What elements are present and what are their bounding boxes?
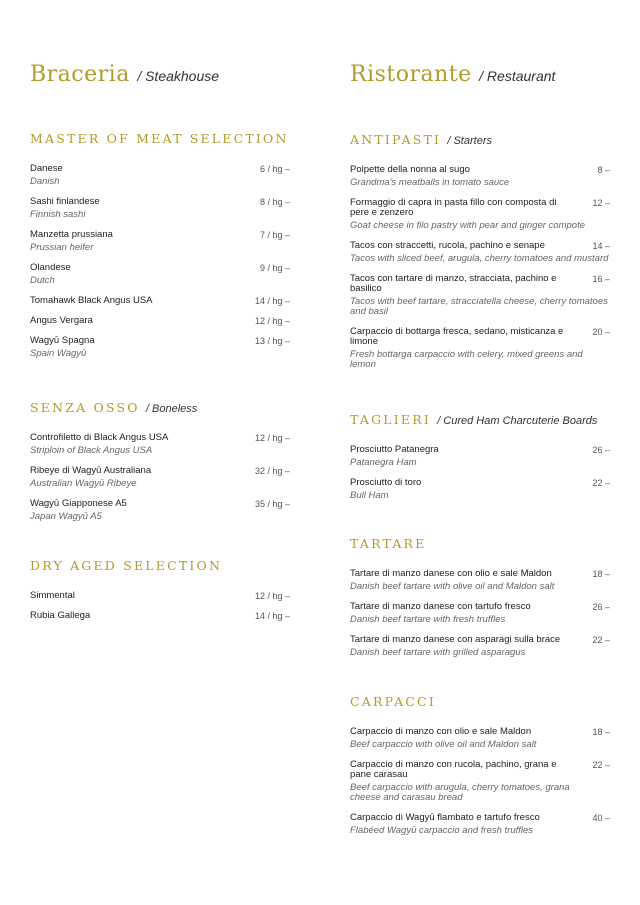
item-name: Wagyū Giapponese A5 (30, 498, 127, 509)
item-price: 40 – (592, 813, 610, 823)
item-name: Tartare di manzo danese con tartufo fresco (350, 601, 531, 612)
item-price: 32 / hg – (254, 466, 290, 476)
item-translation: Beef carpaccio with arugula, cherry tomatoes, grana cheese and carasau bread (350, 782, 570, 803)
menu-item (350, 327, 610, 370)
item-translation: Dutch (30, 275, 55, 286)
menu-item (350, 478, 610, 501)
item-translation: Danish beef tartare with grilled asparagus (350, 647, 526, 658)
menu-item (30, 336, 290, 359)
item-price: 18 – (592, 727, 610, 737)
menu-item (350, 813, 610, 836)
ristorante-title (350, 62, 555, 87)
item-price: 6 / hg – (259, 164, 290, 174)
menu-item (350, 760, 610, 803)
item-price: 7 / hg – (259, 230, 290, 240)
item-translation: Goat cheese in filo pastry with pear and ginger compote (350, 220, 585, 231)
menu-item (30, 197, 290, 220)
item-translation: Tacos with sliced beef, arugula, cherry tomatoes and mustard (350, 253, 609, 264)
section-heading-sub: / Starters (447, 135, 492, 147)
item-translation: Striploin of Black Angus USA (30, 445, 153, 456)
item-name: Angus Vergara (30, 315, 93, 326)
item-price: 18 – (592, 569, 610, 579)
item-name: Polpette della nonna al sugo (350, 164, 470, 175)
section-taglieri (350, 412, 610, 511)
item-price: 26 – (592, 602, 610, 612)
title-main: Braceria (30, 62, 130, 87)
item-translation: Fresh bottarga carpaccio with celery, mixed greens and lemon (350, 349, 583, 370)
item-translation: Finnish sashi (30, 209, 86, 220)
item-name: Tartare di manzo danese con asparagi sulla brace (350, 634, 561, 645)
section-heading (350, 536, 610, 551)
item-name: Danese (30, 163, 63, 174)
item-price: 9 / hg – (259, 263, 290, 273)
item-translation: Spain Wagyū (30, 348, 87, 359)
section-meat (30, 131, 290, 369)
item-translation: Prussian heifer (30, 242, 94, 253)
item-translation: Bull Ham (350, 490, 389, 501)
item-name: Formaggio di capra in pasta fillo con composta di pere e zenzero (350, 197, 557, 218)
section-carpacci (350, 694, 610, 846)
item-translation: Beef carpaccio with olive oil and Maldon salt (350, 739, 537, 750)
item-translation: Danish beef tartare with fresh truffles (350, 614, 506, 625)
section-heading-sub: / Boneless (145, 403, 198, 415)
section-heading (30, 400, 290, 415)
section-dry-aged (30, 558, 290, 631)
title-sub: / Steakhouse (137, 68, 220, 84)
item-translation: Danish beef tartare with olive oil and Maldon salt (350, 581, 555, 592)
menu-item (350, 445, 610, 468)
item-name: Tacos con tartare di manzo, stracciata, pachino e basilico (350, 273, 557, 294)
menu-item (350, 569, 610, 592)
item-price: 35 / hg – (254, 499, 290, 509)
section-heading-text: SENZA OSSO (30, 400, 140, 415)
menu-item (350, 635, 610, 658)
item-price: 8 / hg – (259, 197, 290, 207)
section-senza-osso (30, 400, 290, 532)
item-price: 22 – (592, 760, 610, 770)
item-name: Carpaccio di manzo con rucola, pachino, grana e pane carasau (350, 759, 557, 780)
menu-item (30, 296, 290, 306)
item-name: Prosciutto di toro (350, 477, 422, 488)
menu-item (350, 274, 610, 317)
item-price: 14 / hg – (254, 296, 290, 306)
section-heading (30, 131, 290, 146)
item-price: 20 – (592, 327, 610, 337)
menu-item (30, 316, 290, 326)
item-translation: Patanegra Ham (350, 457, 417, 468)
section-heading (350, 412, 610, 427)
section-heading-text: TAGLIERI (350, 412, 431, 427)
section-heading-text: ANTIPASTI (350, 132, 442, 147)
menu-item (350, 602, 610, 625)
item-price: 12 – (592, 198, 610, 208)
section-heading-sub: / Cured Ham Charcuterie Boards (437, 415, 598, 427)
item-name: Ribeye di Wagyū Australiana (30, 465, 152, 476)
menu-item (350, 727, 610, 750)
item-name: Carpaccio di Wagyū flambato e tartufo fresco (350, 812, 540, 823)
menu-item (350, 198, 610, 231)
menu-item (30, 433, 290, 456)
section-heading-text: CARPACCI (350, 694, 436, 709)
item-name: Tartare di manzo danese con olio e sale Maldon (350, 568, 552, 579)
section-tartare (350, 536, 610, 668)
section-antipasti (350, 132, 610, 380)
item-translation: Japan Wagyū A5 (30, 511, 102, 522)
item-price: 12 / hg – (254, 591, 290, 601)
item-translation: Flabéed Wagyū carpaccio and fresh truffles (350, 825, 534, 836)
title-main: Ristorante (350, 62, 472, 87)
menu-item (30, 591, 290, 601)
menu-item (30, 164, 290, 187)
item-price: 22 – (592, 635, 610, 645)
section-heading (350, 132, 610, 147)
menu-item (30, 499, 290, 522)
item-price: 14 / hg – (254, 611, 290, 621)
item-name: Tomahawk Black Angus USA (30, 295, 153, 306)
item-translation: Grandma's meatballs in tomato sauce (350, 177, 510, 188)
item-price: 8 – (597, 165, 610, 175)
menu-item (30, 263, 290, 286)
item-translation: Tacos with beef tartare, stracciatella cheese, cherry tomatoes and basil (350, 296, 608, 317)
item-translation: Danish (30, 176, 60, 187)
item-price: 14 – (592, 241, 610, 251)
menu-item (30, 466, 290, 489)
item-price: 16 – (592, 274, 610, 284)
menu-item (30, 611, 290, 621)
menu-item (350, 165, 610, 188)
braceria-title (30, 62, 219, 87)
title-sub: / Restaurant (479, 68, 556, 84)
item-price: 13 / hg – (254, 336, 290, 346)
item-name: Manzetta prussiana (30, 229, 113, 240)
item-price: 22 – (592, 478, 610, 488)
item-price: 12 / hg – (254, 316, 290, 326)
item-name: Prosciutto Patanegra (350, 444, 439, 455)
section-heading-text: MASTER OF MEAT SELECTION (30, 131, 289, 146)
item-name: Rubia Gallega (30, 610, 91, 621)
section-heading-text: DRY AGED SELECTION (30, 558, 223, 573)
item-name: Controfiletto di Black Angus USA (30, 432, 169, 443)
item-name: Simmental (30, 590, 75, 601)
menu-item (350, 241, 610, 264)
item-name: Carpaccio di bottarga fresca, sedano, misticanza e limone (350, 326, 564, 347)
item-name: Sashi finlandese (30, 196, 100, 207)
section-heading-text: TARTARE (350, 536, 427, 551)
item-name: Wagyū Spagna (30, 335, 95, 346)
section-heading (350, 694, 610, 709)
item-price: 26 – (592, 445, 610, 455)
section-heading (30, 558, 290, 573)
menu-item (30, 230, 290, 253)
item-price: 12 / hg – (254, 433, 290, 443)
item-translation: Australian Wagyū Ribeye (30, 478, 137, 489)
item-name: Olandese (30, 262, 71, 273)
item-name: Tacos con straccetti, rucola, pachino e senape (350, 240, 545, 251)
item-name: Carpaccio di manzo con olio e sale Maldon (350, 726, 532, 737)
